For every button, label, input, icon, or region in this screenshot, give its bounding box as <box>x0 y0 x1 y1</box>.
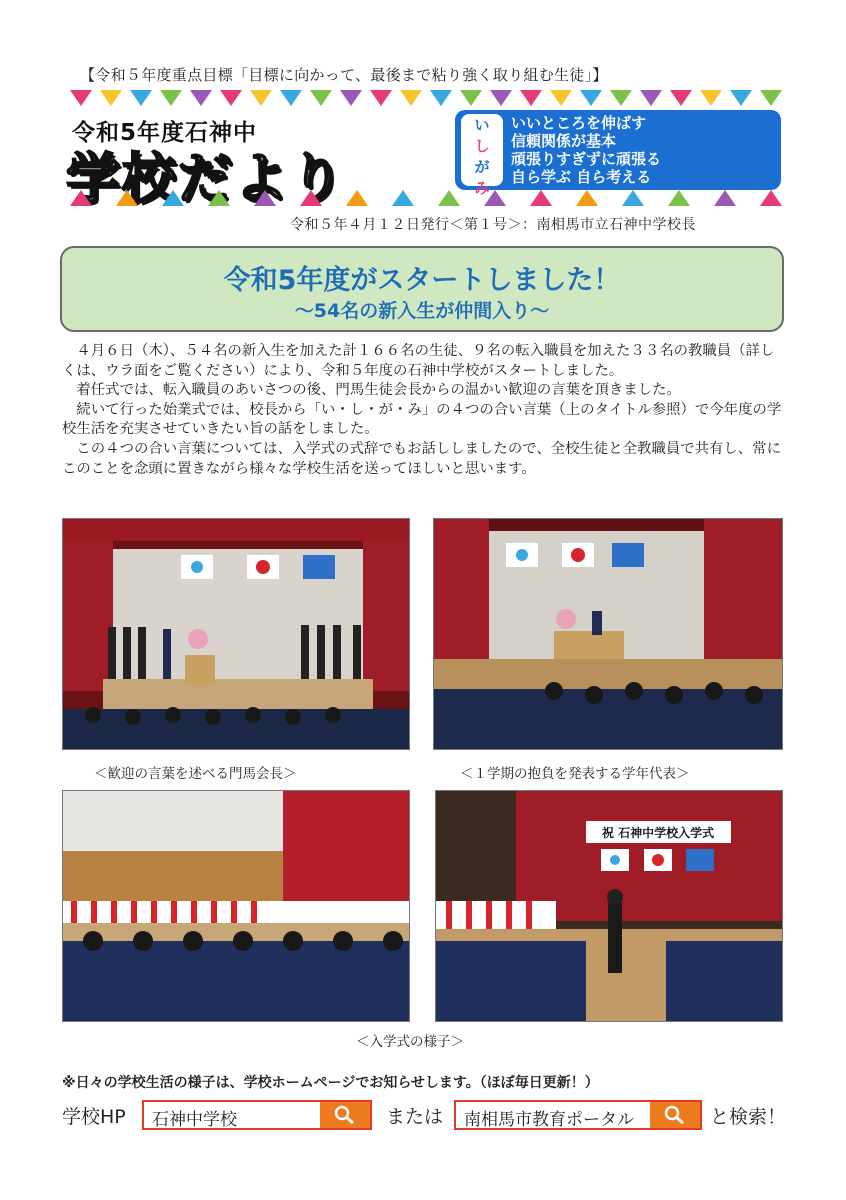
issue-line: 令和５年４月１２日発行＜第１号＞：南相馬市立石神中学校長 <box>290 217 696 233</box>
caption-welcome-speech: ＜歓迎の言葉を述べる門馬会長＞ <box>94 766 297 782</box>
motto-line-2: 信頼関係が基本 <box>511 132 617 150</box>
or-label: または <box>386 1106 444 1128</box>
homepage-note: ※日々の学校生活の様子は、学校ホームページでお知らせします。（ほぼ毎日更新！） <box>62 1075 599 1091</box>
search-term-school: 石神中学校 <box>152 1110 237 1130</box>
paragraph-4: この４つの合い言葉については、入学式の式辞でもお話ししましたので、全校生徒と全教職員で共有し、常にこのことを念頭に置きながら様々な学校生活を送ってほしいと思います。 <box>62 440 781 477</box>
acrostic-ga: が <box>474 158 490 176</box>
motto-line-4: 自ら学ぶ 自ら考える <box>511 168 652 186</box>
motto-line-3: 頑張りすぎずに頑張る <box>511 150 662 168</box>
paragraph-3: 続いて行った始業式では、校長から「い・し・が・み」の４つの合い言葉（上のタイトル参照）で今年度の学校生活を充実させていきたい旨の話をしました。 <box>62 401 782 438</box>
search-suffix-label: と検索！ <box>710 1106 787 1128</box>
acrostic-shi: し <box>474 137 490 155</box>
caption-term-resolution: ＜１学期の抱負を発表する学年代表＞ <box>460 766 690 782</box>
search-guide <box>62 1100 792 1134</box>
ceremony-banner-text: 祝 石神中学校入学式 <box>601 826 715 840</box>
headline-title: 令和5年度がスタートしました！ <box>223 265 621 296</box>
motto-box <box>455 110 781 197</box>
bunting-bottom-decoration <box>70 190 782 208</box>
headline-subtitle: ～54名の新入生が仲間入り～ <box>294 300 550 322</box>
search-icon[interactable] <box>650 1102 700 1128</box>
search-box-school[interactable] <box>142 1100 372 1130</box>
search-icon[interactable] <box>320 1102 370 1128</box>
search-term-portal: 南相馬市教育ポータル <box>464 1110 634 1130</box>
headline-box <box>60 246 784 332</box>
motto-line-1: いいところを伸ばす <box>511 114 647 132</box>
search-box-portal[interactable] <box>454 1100 702 1130</box>
photo-term-resolution <box>433 518 783 750</box>
newsletter-title: 学校だより <box>66 147 346 210</box>
yearly-goal: 【令和５年度重点目標「目標に向かって、最後まで粘り強く取り組む生徒」】 <box>80 66 608 84</box>
photo-entrance-ceremony-1 <box>62 790 410 1022</box>
caption-entrance-ceremony: ＜入学式の様子＞ <box>356 1034 464 1050</box>
acrostic-mi: み <box>474 179 490 197</box>
acrostic-i: い <box>474 116 490 134</box>
paragraph-1: ４月６日（木）、５４名の新入生を加えた計１６６名の生徒、９名の転入職員を加えた３３名の教職員（詳しくは、ウラ面をご覧ください）により、令和５年度の石神中学校がスタートしました。 <box>62 343 775 379</box>
photo-entrance-ceremony-2 <box>435 790 783 1022</box>
motto-acrostic <box>461 114 503 197</box>
paragraph-2: 着任式では、転入職員のあいさつの後、門馬生徒会長からの温かい歓迎の言葉を頂きました。 <box>76 382 681 399</box>
article-body <box>62 342 787 479</box>
school-hp-label: 学校HP <box>62 1106 126 1128</box>
photo-welcome-speech <box>62 518 410 750</box>
bunting-top-decoration <box>70 90 782 108</box>
newsletter-subtitle: 令和5年度石神中 <box>72 120 258 146</box>
